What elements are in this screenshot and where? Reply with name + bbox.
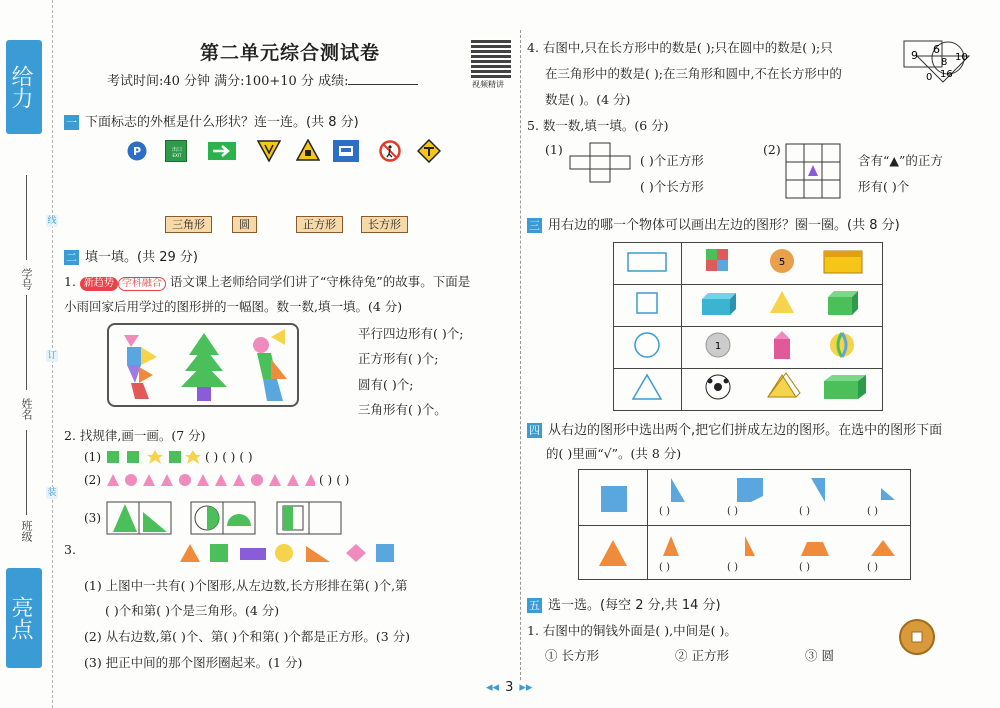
option-rectangle[interactable]: ① 长方形 — [545, 648, 599, 663]
q4-line1: 4. 右图中,只在长方形中的数是( );只在圆中的数是( );只 — [527, 40, 833, 55]
q2-1-line2: 小雨回家后用学过的图形拼的一幅图。数一数,填一填。(4 分) — [64, 299, 403, 314]
option-square[interactable]: ② 正方形 — [675, 648, 729, 663]
q5-2-blank[interactable]: 形有( )个 — [858, 179, 910, 194]
bus-stop-sign-icon — [333, 140, 359, 162]
svg-text:EXIT: EXIT — [172, 153, 182, 158]
svg-text:1: 1 — [714, 341, 722, 352]
q2-1-blank-triangle[interactable]: 三角形有( )个。 — [358, 402, 447, 417]
q2-1-line1: 1. 新趋势 学科融合 语文课上老师给同学们讲了“守株待兔”的故事。下面是 — [64, 274, 471, 289]
svg-text:0: 0 — [926, 72, 933, 83]
cut-mark: 订 — [47, 351, 57, 361]
green-box-icon — [824, 375, 866, 399]
cuboid-icon — [702, 293, 736, 315]
q2-3-line3: (2) 从右边数,第( )个、第( )个和第( )个都是正方形。(3 分) — [84, 629, 411, 644]
warning-triangle-down-icon — [257, 140, 281, 162]
pattern-row-1: (1) ( ) ( ) ( ) — [84, 450, 253, 464]
row2-objects — [682, 285, 882, 323]
svg-text:5: 5 — [778, 257, 786, 268]
q2-1-blank-square[interactable]: 正方形有( )个; — [358, 351, 439, 366]
cross-grid-figure — [567, 142, 633, 184]
q4-line3: 数是( )。(4 分) — [545, 92, 631, 107]
field-line — [26, 295, 27, 390]
coin-5-icon — [770, 249, 794, 273]
q2-1-blank-circle[interactable]: 圆有( )个; — [358, 377, 414, 392]
exam-info: 考试时间:40 分钟 满分:100+10 分 成绩: — [107, 70, 418, 89]
pattern-3-shapes — [105, 500, 355, 536]
row1-objects — [682, 243, 882, 281]
row4-objects — [682, 369, 882, 407]
next-page-icon[interactable]: ▸▸ — [519, 680, 533, 695]
column-divider — [520, 30, 521, 680]
q2-2-heading: 2. 找规律,画一画。(7 分) — [64, 428, 206, 443]
q5-heading: 5. 数一数,填一填。(6 分) — [527, 118, 669, 133]
svg-text:10: 10 — [955, 52, 968, 63]
section-4-heading: 四 从右边的图形中选出两个,把它们拼成左边的图形。在选中的图形下面 — [529, 423, 943, 438]
word-square[interactable]: 正方形 — [296, 216, 343, 233]
tangram-puzzle-image — [107, 323, 299, 407]
choice-blank[interactable]: ( ) — [727, 562, 738, 573]
field-student-no: 学号 — [20, 268, 33, 290]
parking-sign-icon — [127, 141, 147, 161]
svg-text:出口: 出口 — [171, 147, 183, 153]
field-name: 姓名 — [20, 398, 33, 420]
rubiks-cube-icon — [706, 249, 728, 271]
target-triangle-figure — [597, 538, 629, 568]
qr-code[interactable] — [471, 38, 511, 78]
q5-1-square-blank[interactable]: ( )个正方形 — [640, 153, 704, 168]
choice-blank[interactable]: ( ) — [727, 506, 738, 517]
q5-2-line1: 含有“▲”的正方 — [858, 153, 943, 168]
pyramid-icon — [770, 291, 794, 313]
choice-blank[interactable]: ( ) — [867, 562, 878, 573]
svg-text:8: 8 — [941, 57, 948, 68]
choice-blank[interactable]: ( ) — [659, 562, 670, 573]
section-3-heading: 三 用右边的哪一个物体可以画出左边的图形？圈一圈。(共 8 分) — [529, 218, 900, 233]
choice-blank[interactable]: ( ) — [659, 506, 670, 517]
pink-prism-icon — [774, 331, 790, 359]
word-triangle[interactable]: 三角形 — [165, 216, 212, 233]
q5-1-rectangle-blank[interactable]: ( )个长方形 — [640, 179, 704, 194]
qr-caption: 视频精讲 — [472, 80, 504, 89]
pattern-1-shapes — [105, 449, 201, 465]
q5-1-label: (1) — [545, 142, 563, 157]
row3-objects — [682, 327, 882, 365]
q2-3-line2: ( )个和第( )个是三角形。(4 分) — [105, 603, 280, 618]
field-class: 班级 — [20, 520, 33, 542]
target-square-figure — [599, 484, 629, 514]
choice-blank[interactable]: ( ) — [799, 506, 810, 517]
square-pieces — [659, 476, 909, 504]
warning-triangle-up-icon — [296, 139, 320, 161]
choice-blank[interactable]: ( ) — [867, 506, 878, 517]
section-4-heading-line2: 的( )里画“√”。(共 8 分) — [546, 446, 682, 461]
exit-sign-icon — [165, 140, 187, 162]
green-cube-icon — [828, 291, 858, 315]
q2-3-num: 3. — [64, 542, 76, 557]
beach-ball-icon — [830, 333, 854, 357]
pattern-row-2: (2) ( ) ( ) — [84, 473, 350, 487]
venn-diagram — [903, 38, 971, 84]
choice-blank[interactable]: ( ) — [799, 562, 810, 573]
q4-line2: 在三角形中的数是( );在三角形和圆中,不在长方形中的 — [545, 66, 842, 81]
pattern-2-shapes — [105, 472, 315, 488]
page-number: ◂◂ 3 ▸▸ — [486, 680, 533, 695]
svg-text:16: 16 — [940, 69, 953, 80]
svg-text:9: 9 — [911, 49, 918, 62]
shape-object-table — [613, 242, 883, 411]
page-title: 第二单元综合测试卷 — [200, 42, 381, 64]
option-circle[interactable]: ③ 圆 — [805, 648, 834, 663]
cut-mark: 装 — [47, 488, 57, 498]
q2-3-line1: (1) 上图中一共有( )个图形,从左边数,长方形排在第( )个,第 — [84, 578, 408, 593]
field-line — [26, 430, 27, 515]
word-circle[interactable]: 圆 — [232, 216, 257, 233]
pattern-row-3: (3) — [84, 500, 355, 536]
three-by-three-grid — [785, 143, 841, 199]
q5-1-text: 1. 右图中的铜钱外面是( ),中间是( )。 — [527, 623, 737, 638]
soccer-ball-icon — [706, 375, 730, 399]
field-line — [26, 175, 27, 260]
sidebar-tag-bottom: 亮点 — [6, 568, 42, 668]
cut-mark: 线 — [47, 216, 57, 226]
combine-shapes-box — [578, 469, 911, 580]
section-5-heading: 五 选一选。(每空 2 分,共 14 分) — [529, 598, 721, 613]
section-2-heading: 二 填一填。(共 29 分) — [66, 250, 198, 265]
triangle-pieces — [659, 532, 909, 560]
q2-3-line4: (3) 把正中间的那个图形圈起来。(1 分) — [84, 655, 303, 670]
t-junction-sign-icon — [417, 139, 441, 163]
word-rectangle[interactable]: 长方形 — [361, 216, 408, 233]
section-1-heading: 一 下面标志的外框是什么形状？连一连。(共 8 分) — [66, 115, 359, 130]
copper-coin-icon — [898, 618, 936, 656]
no-walking-sign-icon — [379, 140, 401, 162]
cheese-wedge-icon — [768, 373, 800, 397]
chest-box-icon — [824, 251, 862, 273]
sidebar-tag-top: 给力 — [6, 40, 42, 134]
coin-1-icon — [706, 333, 730, 357]
sign-p-text: P — [132, 145, 142, 158]
arrow-sign-icon — [208, 142, 236, 160]
q2-3-shape-row — [178, 542, 398, 566]
prev-page-icon[interactable]: ◂◂ — [486, 680, 500, 695]
q2-1-blank-parallelogram[interactable]: 平行四边形有( )个; — [358, 326, 464, 341]
svg-text:6: 6 — [933, 43, 940, 56]
q5-2-label: (2) — [763, 142, 781, 157]
